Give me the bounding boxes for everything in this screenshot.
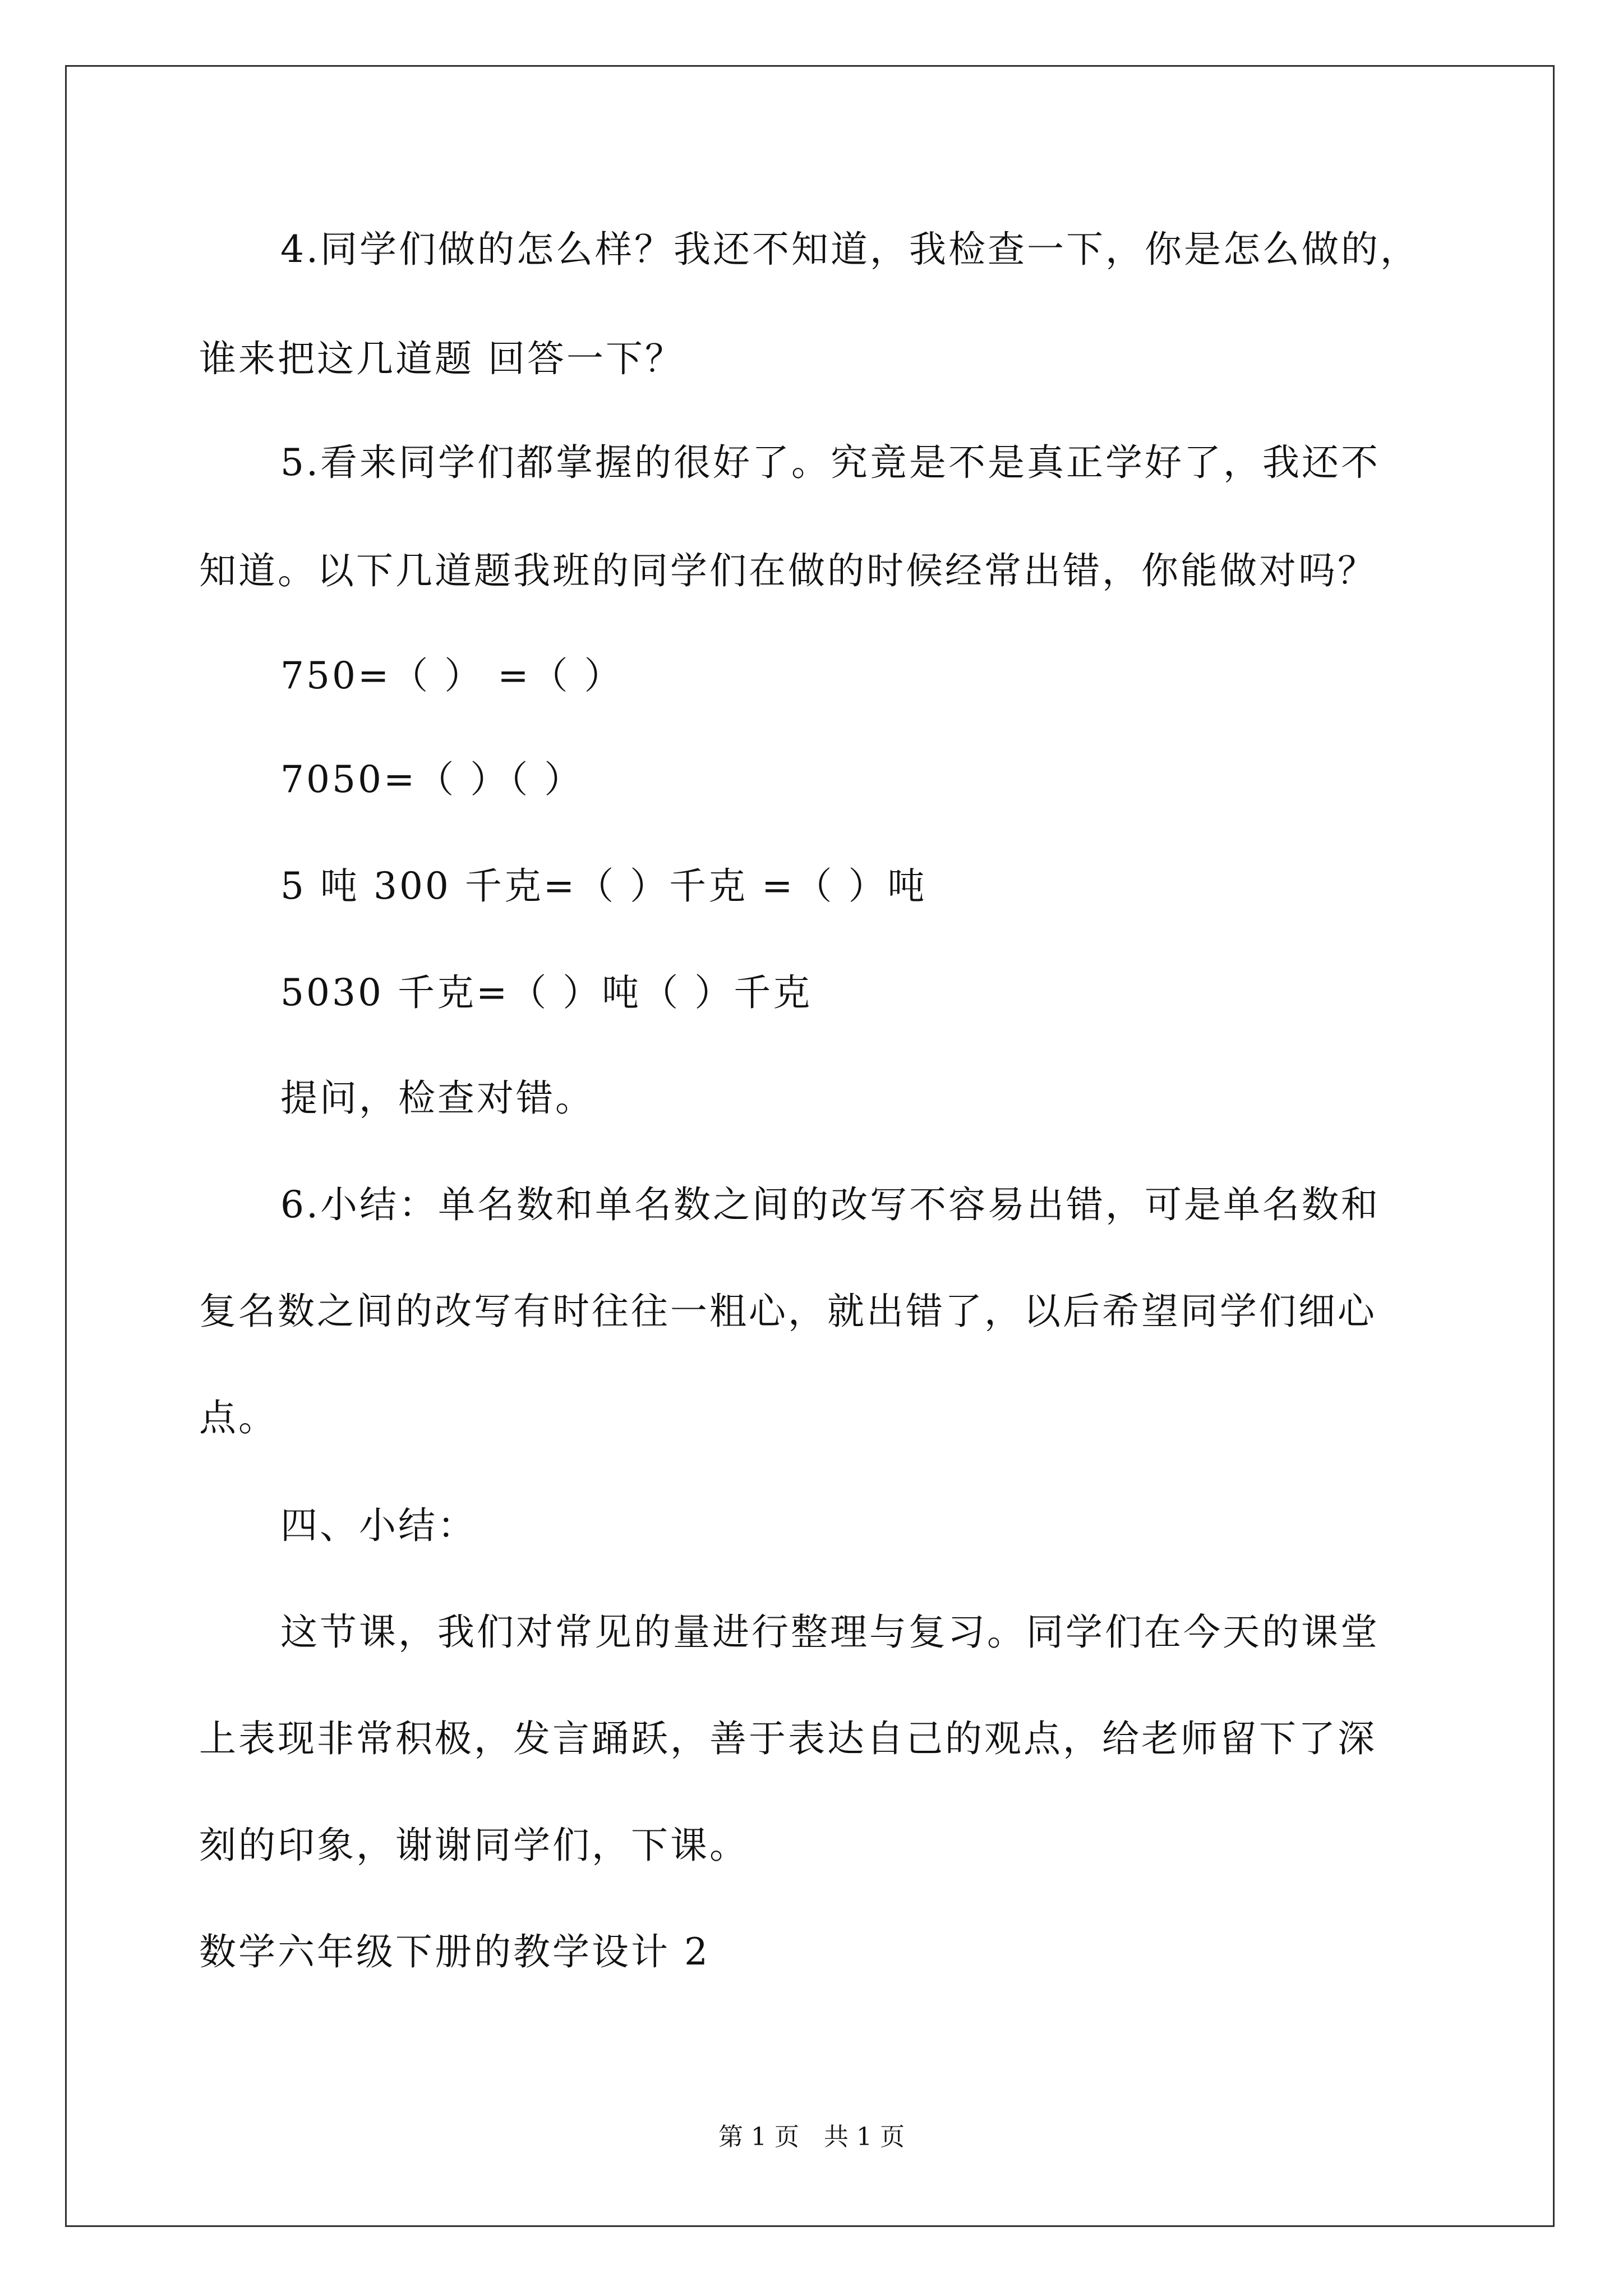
closing-paragraph-line-3: 刻的印象，谢谢同学们，下课。: [199, 1824, 749, 1867]
question-check: 提问，检查对错。: [280, 1076, 594, 1120]
closing-paragraph-line-2: 上表现非常积极，发言踊跃，善于表达自己的观点，给老师留下了深: [199, 1717, 1377, 1760]
paragraph-6-line-1: 6.小结：单名数和单名数之间的改写不容易出错，可是单名数和: [280, 1183, 1380, 1226]
section-heading-summary: 四、小结：: [280, 1504, 477, 1547]
paragraph-5-line-2: 知道。以下几道题我班的同学们在做的时候经常出错，你能做对吗？: [199, 549, 1377, 592]
paragraph-4-line-2: 谁来把这几道题 回答一下？: [199, 337, 684, 380]
exercise-2: 7050=（ ）（ ）: [280, 758, 584, 801]
exercise-4: 5030 千克=（ ）吨（ ）千克: [280, 971, 813, 1014]
paragraph-6-line-2: 复名数之间的改写有时往往一粗心，就出错了，以后希望同学们细心: [199, 1290, 1377, 1333]
paragraph-5-line-1: 5.看来同学们都掌握的很好了。究竟是不是真正学好了，我还不: [280, 441, 1380, 484]
paragraph-6-line-3: 点。: [199, 1396, 278, 1439]
next-section-title: 数学六年级下册的教学设计 2: [199, 1930, 710, 1973]
paragraph-4-line-1: 4.同学们做的怎么样？我还不知道，我检查一下，你是怎么做的，: [280, 228, 1419, 271]
exercise-3: 5 吨 300 千克=（ ）千克 =（ ）吨: [280, 864, 927, 908]
page-border: [65, 65, 1555, 2227]
exercise-1: 750=（ ） =（ ）: [280, 654, 624, 697]
closing-paragraph-line-1: 这节课，我们对常见的量进行整理与复习。同学们在今天的课堂: [280, 1611, 1380, 1654]
page-footer: 第 1 页 共 1 页: [718, 2123, 905, 2151]
